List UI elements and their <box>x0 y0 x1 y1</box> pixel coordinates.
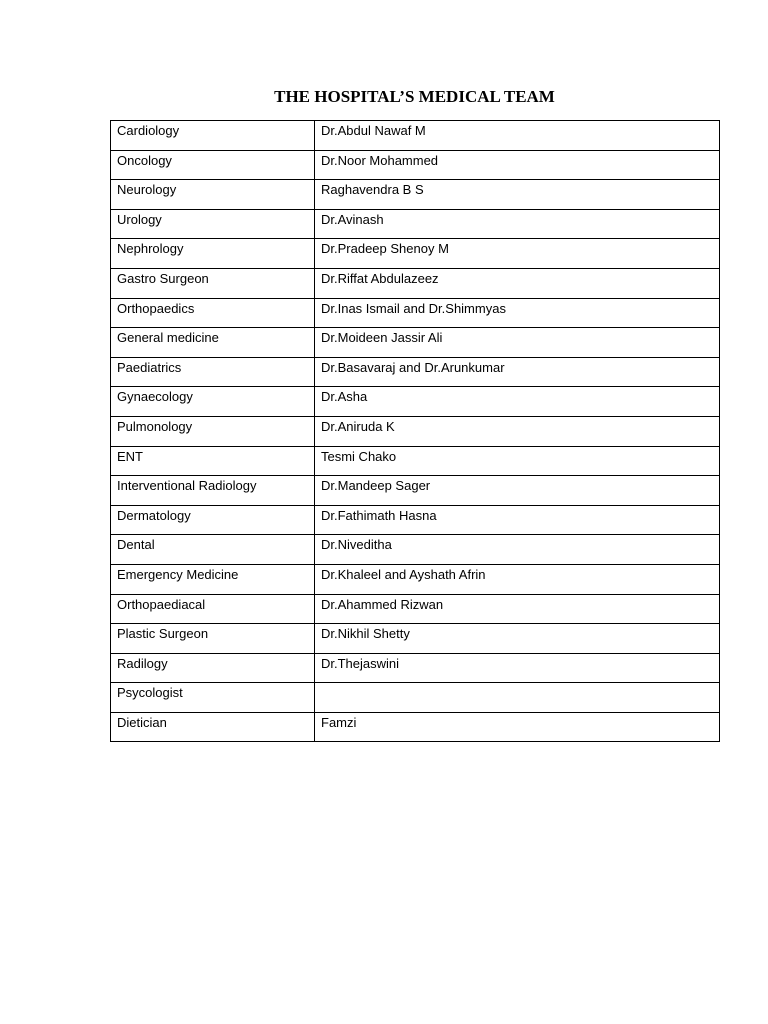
doctor-cell: Dr.Riffat Abdulazeez <box>315 268 720 298</box>
doctor-cell: Dr.Abdul Nawaf M <box>315 121 720 151</box>
department-cell: Radilogy <box>111 653 315 683</box>
department-cell: Emergency Medicine <box>111 564 315 594</box>
department-cell: Oncology <box>111 150 315 180</box>
doctor-cell: Dr.Khaleel and Ayshath Afrin <box>315 564 720 594</box>
department-cell: Paediatrics <box>111 357 315 387</box>
table-row <box>111 150 720 180</box>
doctor-cell: Dr.Moideen Jassir Ali <box>315 328 720 358</box>
table-row <box>111 328 720 358</box>
doctor-cell: Dr.Thejaswini <box>315 653 720 683</box>
doctor-cell: Dr.Asha <box>315 387 720 417</box>
department-cell: Gynaecology <box>111 387 315 417</box>
table-row <box>111 535 720 565</box>
department-cell: Urology <box>111 209 315 239</box>
doctor-cell: Dr.Noor Mohammed <box>315 150 720 180</box>
table-row <box>111 594 720 624</box>
table-row <box>111 446 720 476</box>
table-row <box>111 653 720 683</box>
doctor-cell: Dr.Fathimath Hasna <box>315 505 720 535</box>
department-cell: Orthopaedics <box>111 298 315 328</box>
department-cell: Nephrology <box>111 239 315 269</box>
table-row <box>111 505 720 535</box>
table-row <box>111 564 720 594</box>
table-row <box>111 683 720 713</box>
table-row <box>111 268 720 298</box>
department-cell: Interventional Radiology <box>111 476 315 506</box>
table-row <box>111 712 720 742</box>
table-row <box>111 476 720 506</box>
doctor-cell: Dr.Pradeep Shenoy M <box>315 239 720 269</box>
table-row <box>111 357 720 387</box>
table-row <box>111 416 720 446</box>
table-row <box>111 624 720 654</box>
table-row <box>111 239 720 269</box>
page-title: THE HOSPITAL’S MEDICAL TEAM <box>274 87 555 106</box>
department-cell: Pulmonology <box>111 416 315 446</box>
department-cell: Dermatology <box>111 505 315 535</box>
doctor-cell: Raghavendra B S <box>315 180 720 210</box>
department-cell: Psycologist <box>111 683 315 713</box>
doctor-cell: Dr.Nikhil Shetty <box>315 624 720 654</box>
doctor-cell: Dr.Mandeep Sager <box>315 476 720 506</box>
doctor-cell: Famzi <box>315 712 720 742</box>
doctor-cell: Dr.Niveditha <box>315 535 720 565</box>
doctor-cell <box>315 683 720 713</box>
department-cell: General medicine <box>111 328 315 358</box>
table-row <box>111 121 720 151</box>
department-cell: ENT <box>111 446 315 476</box>
table-row <box>111 209 720 239</box>
department-cell: Neurology <box>111 180 315 210</box>
department-cell: Cardiology <box>111 121 315 151</box>
department-cell: Gastro Surgeon <box>111 268 315 298</box>
department-cell: Orthopaediacal <box>111 594 315 624</box>
medical-team-table <box>110 120 720 742</box>
doctor-cell: Dr.Avinash <box>315 209 720 239</box>
doctor-cell: Tesmi Chako <box>315 446 720 476</box>
doctor-cell: Dr.Ahammed Rizwan <box>315 594 720 624</box>
department-cell: Dental <box>111 535 315 565</box>
doctor-cell: Dr.Aniruda K <box>315 416 720 446</box>
doctor-cell: Dr.Inas Ismail and Dr.Shimmyas <box>315 298 720 328</box>
department-cell: Plastic Surgeon <box>111 624 315 654</box>
table-row <box>111 180 720 210</box>
table-row <box>111 298 720 328</box>
department-cell: Dietician <box>111 712 315 742</box>
doctor-cell: Dr.Basavaraj and Dr.Arunkumar <box>315 357 720 387</box>
table-row <box>111 387 720 417</box>
